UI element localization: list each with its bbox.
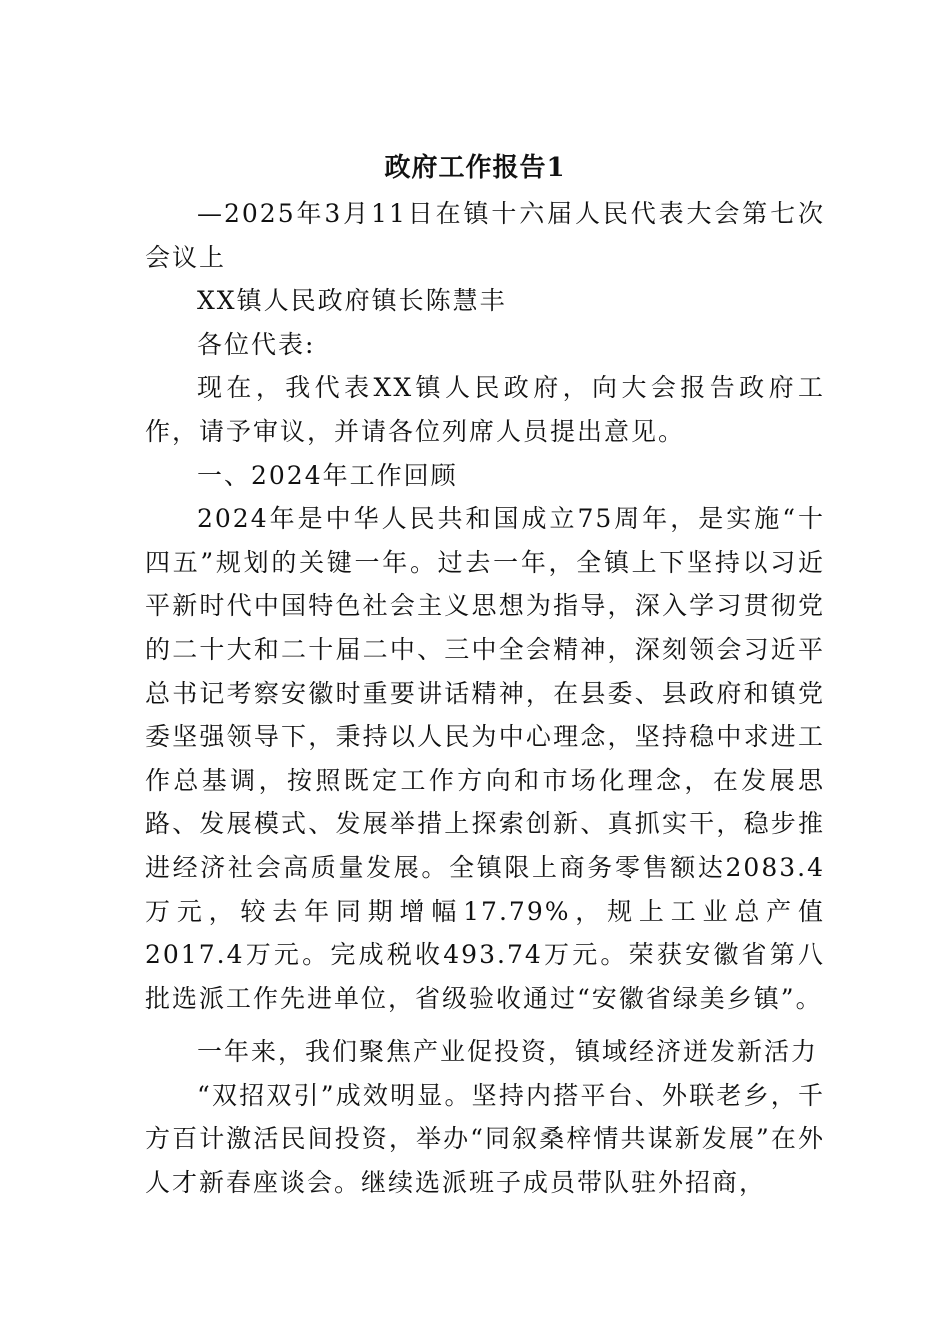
paragraph-intro: 现在，我代表XX镇人民政府，向大会报告政府工作，请予审议，并请各位列席人员提出意见。 [145, 373, 825, 446]
paragraph-industry-heading: 一年来，我们聚焦产业促投资，镇域经济迸发新活力 [197, 1037, 819, 1067]
document-body [145, 192, 825, 1205]
paragraph-meeting-subtitle: —2025年3月11日在镇十六届人民代表大会第七次会议上 [145, 199, 825, 272]
paragraph-salutation: 各位代表: [197, 329, 316, 359]
section-heading-review: 一、2024年工作回顾 [197, 460, 458, 490]
paragraph-investment: “双招双引”成效明显。坚持内搭平台、外联老乡，千方百计激活民间投资，举办“同叙桑梓情共谋新发展”在外人才新春座谈会。继续选派班子成员带队驻外招商， [145, 1080, 825, 1198]
document-title: 政府工作报告1 [384, 153, 566, 183]
paragraph-review-summary: 2024年是中华人民共和国成立75周年，是实施“十四五”规划的关键一年。过去一年，全镇上下坚持以习近平新时代中国特色社会主义思想为指导，深入学习贯彻党的二十大和二十届二中、三中全会精神，深刻领会习近平总书记考察安徽时重要讲话精神，在县委、县政府和镇党委坚强领导下，秉持以人民为中心理念，坚持稳中求进工作总基调，按照既定工作方向和市场化理念，在发展思路、发展模式、发展举措上探索创新、真抓实干，稳步推进经济社会高质量发展。全镇限上商务零售额达2083.4万元，较去年同期增幅17.79%，规上工业总产值2017.4万元。完成税收493.74万元。荣获安徽省第八批选派工作先进单位，省级验收通过“安徽省绿美乡镇”。 [145, 504, 825, 1013]
paragraph-speaker: XX镇人民政府镇长陈慧丰 [197, 286, 507, 316]
